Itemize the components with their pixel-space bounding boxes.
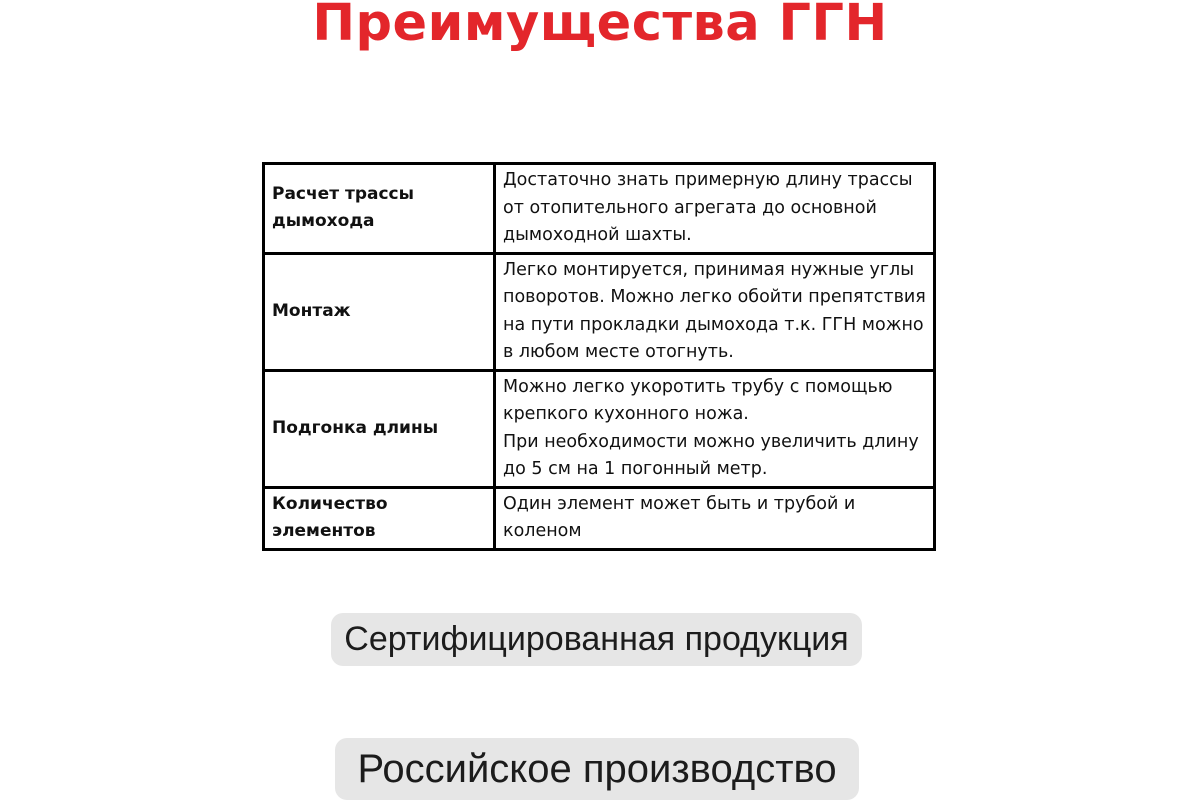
row-text-installation: Легко монтируется, принимая нужные углы поворотов. Можно легко обойти препятствия на пути прокладки дымохода т.к. ГГН можно в любом месте отогнуть. xyxy=(495,253,935,370)
table-row xyxy=(264,164,935,254)
certified-product-badge: Сертифицированная продукция xyxy=(331,613,862,666)
row-text-element-count: Один элемент может быть и трубой и коленом xyxy=(495,487,935,549)
row-label-route-calculation: Расчет трассы дымохода xyxy=(264,164,495,254)
table-row xyxy=(264,370,935,487)
row-text-route-calculation: Достаточно знать примерную длину трассы от отопительного агрегата до основной дымоходной шахты. xyxy=(495,164,935,254)
row-label-element-count: Количество элементов xyxy=(264,487,495,549)
row-label-installation: Монтаж xyxy=(264,253,495,370)
russian-made-badge: Российское производство xyxy=(335,738,859,800)
page-title: Преимущества ГГН xyxy=(312,0,888,53)
row-text-length-fitting: Можно легко укоротить трубу с помощью крепкого кухонного ножа. При необходимости можно увеличить длину до 5 см на 1 погонный метр. xyxy=(495,370,935,487)
advantages-table xyxy=(262,162,936,551)
row-label-length-fitting: Подгонка длины xyxy=(264,370,495,487)
table-row xyxy=(264,253,935,370)
table-row xyxy=(264,487,935,549)
